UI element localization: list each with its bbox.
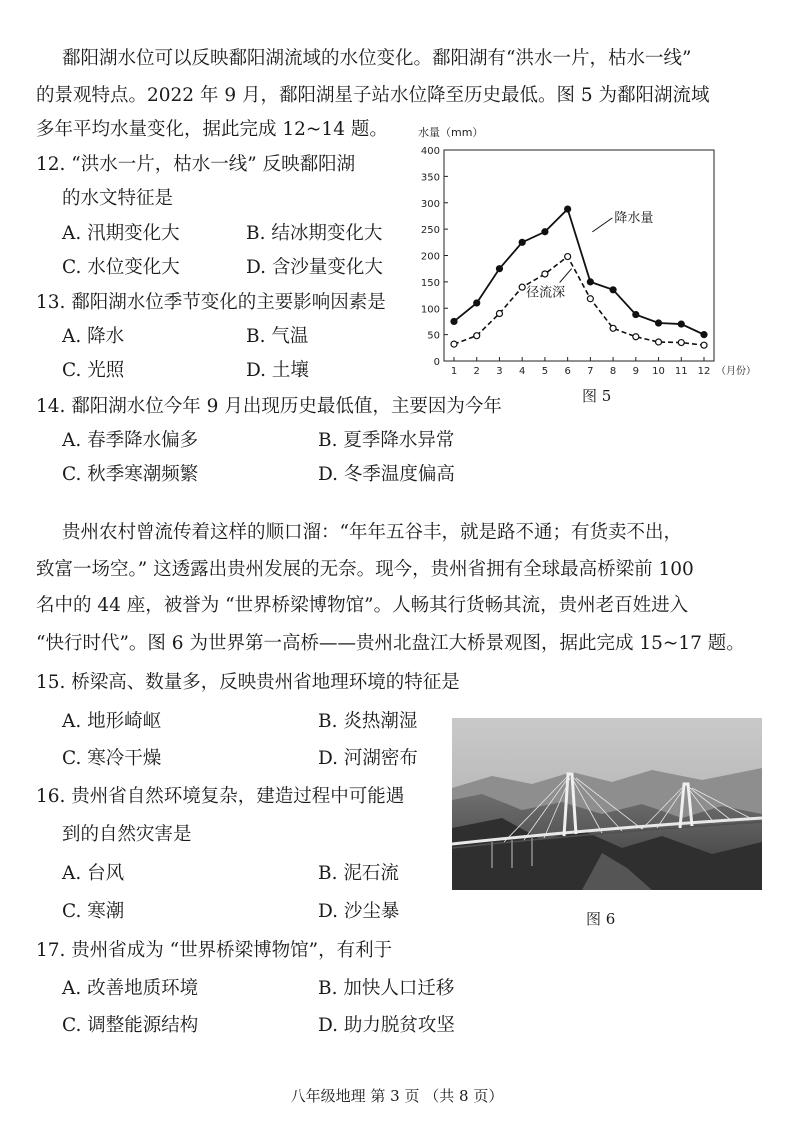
series-1-point	[701, 332, 707, 338]
y-tick-label: 200	[420, 251, 440, 263]
q12-stem-line1: 12. “洪水一片，枯水一线” 反映鄱阳湖	[36, 154, 356, 175]
intro1-line1: 鄱阳湖水位可以反映鄱阳湖流域的水位变化。鄱阳湖有“洪水一片，枯水一线”	[62, 48, 692, 69]
y-tick-label: 150	[420, 277, 440, 289]
q17-option-b: B. 加快人口迁移	[318, 978, 455, 999]
series-2-point	[496, 311, 502, 317]
x-tick-label: 11	[674, 366, 688, 377]
series-2-point	[474, 333, 480, 339]
x-tick-label: 12	[697, 366, 711, 377]
series-line-1	[454, 209, 704, 335]
q12-option-b: B. 结冰期变化大	[246, 223, 383, 244]
series-1-point	[678, 321, 684, 327]
series-2-point	[701, 342, 707, 348]
q15-option-d: D. 河湖密布	[318, 748, 418, 769]
series-2-point	[451, 341, 457, 347]
q15-option-b: B. 炎热潮湿	[318, 711, 418, 732]
series-2-point	[565, 254, 571, 260]
q17-stem: 17. 贵州省成为 “世界桥梁博物馆”，有利于	[36, 940, 393, 961]
series-2-point	[656, 339, 662, 345]
q13-option-d: D. 土壤	[246, 360, 309, 381]
q14-option-d: D. 冬季温度偏高	[318, 464, 455, 485]
series-2-point	[633, 334, 639, 340]
intro2-line1: 贵州农村曾流传着这样的顺口溜：“年年五谷丰，就是路不通；有货卖不出，	[62, 522, 682, 543]
x-tick-label: 9	[632, 366, 640, 377]
x-tick-label: 2	[473, 366, 480, 377]
q17-option-a: A. 改善地质环境	[62, 978, 199, 999]
x-tick-label: 1	[450, 366, 458, 377]
q14-option-b: B. 夏季降水异常	[318, 430, 455, 451]
series-1-point	[565, 206, 571, 212]
series-1-point	[519, 239, 525, 245]
q15-option-c: C. 寒冷干燥	[62, 748, 162, 769]
series-1-point	[610, 287, 616, 293]
series-1-point	[633, 312, 639, 318]
x-tick-label: 4	[518, 366, 526, 377]
series-2-leader	[560, 269, 572, 283]
q12-option-c: C. 水位变化大	[62, 257, 180, 278]
figure-5-chart	[410, 118, 766, 390]
y-tick-label: 0	[433, 357, 440, 368]
intro2-line4: “快行时代”。图 6 为世界第一高桥——贵州北盘江大桥景观图，据此完成 15~17 题。	[36, 633, 745, 654]
y-tick-label: 350	[420, 172, 440, 184]
figure-6-bridge-photo	[452, 718, 762, 890]
q16-option-d: D. 沙尘暴	[318, 901, 400, 922]
x-tick-label: 8	[609, 366, 617, 377]
q15-option-a: A. 地形崎岖	[62, 711, 162, 732]
intro2-line2: 致富一场空。” 这透露出贵州发展的无奈。现今，贵州省拥有全球最高桥梁前 100	[36, 559, 694, 580]
q14-stem: 14. 鄱阳湖水位今年 9 月出现历史最低值，主要因为今年	[36, 396, 502, 417]
series-2-point	[542, 271, 548, 277]
x-tick-label: 3	[496, 366, 503, 377]
page-footer: 八年级地理 第 3 页 （共 8 页）	[290, 1087, 504, 1105]
series-1-leader	[592, 218, 612, 232]
series-2-point	[519, 284, 525, 290]
q14-option-a: A. 春季降水偏多	[62, 430, 199, 451]
series-2-point	[678, 340, 684, 346]
y-axis-label: 水量（mm）	[418, 126, 484, 139]
intro1-line3: 多年平均水量变化，据此完成 12~14 题。	[36, 119, 388, 140]
q16-stem-line1: 16. 贵州省自然环境复杂，建造过程中可能遇	[36, 786, 405, 807]
series-1-point	[656, 320, 662, 326]
q17-option-c: C. 调整能源结构	[62, 1015, 199, 1036]
bridge-landscape-image	[452, 718, 762, 890]
q16-option-b: B. 泥石流	[318, 863, 399, 884]
series-1-point	[474, 300, 480, 306]
q16-option-a: A. 台风	[62, 863, 125, 884]
q17-option-d: D. 助力脱贫攻坚	[318, 1015, 455, 1036]
q14-option-c: C. 秋季寒潮频繁	[62, 464, 199, 485]
series-2-point	[610, 325, 616, 331]
q16-option-c: C. 寒潮	[62, 901, 125, 922]
series-1-point	[496, 266, 502, 272]
x-tick-label: 10	[652, 366, 665, 377]
y-tick-label: 100	[420, 304, 440, 316]
series-1-point	[542, 229, 548, 235]
x-tick-label: 6	[564, 366, 571, 377]
figure-5-caption: 图 5	[582, 387, 612, 405]
q12-stem-line2: 的水文特征是	[62, 188, 174, 209]
plot-frame	[444, 150, 714, 361]
y-tick-label: 50	[427, 330, 440, 342]
q13-option-a: A. 降水	[62, 326, 125, 347]
series-1-point	[451, 318, 457, 324]
series-2-label: 径流深	[526, 285, 566, 301]
intro2-line3: 名中的 44 座，被誉为 “世界桥梁博物馆”。人畅其行货畅其流，贵州老百姓进入	[36, 595, 689, 616]
intro1-line2: 的景观特点。2022 年 9 月，鄱阳湖星子站水位降至历史最低。图 5 为鄱阳湖流域	[36, 85, 710, 106]
series-1-label: 降水量	[614, 210, 654, 226]
series-2-point	[587, 296, 593, 302]
series-1-point	[587, 279, 593, 285]
q15-stem: 15. 桥梁高、数量多，反映贵州省地理环境的特征是	[36, 672, 460, 693]
x-tick-label: 5	[541, 366, 549, 377]
q13-stem: 13. 鄱阳湖水位季节变化的主要影响因素是	[36, 292, 386, 313]
figure-6-caption: 图 6	[586, 910, 616, 928]
q12-option-a: A. 汛期变化大	[62, 223, 180, 244]
series-line-2	[454, 257, 704, 346]
y-tick-label: 300	[420, 198, 440, 210]
q13-option-c: C. 光照	[62, 360, 125, 381]
precipitation-runoff-chart	[410, 118, 766, 390]
q13-option-b: B. 气温	[246, 326, 309, 347]
x-axis-label: （月份）	[716, 366, 756, 377]
q16-stem-line2: 到的自然灾害是	[62, 824, 192, 845]
y-tick-label: 400	[420, 146, 440, 157]
y-tick-label: 250	[420, 225, 440, 237]
q12-option-d: D. 含沙量变化大	[246, 257, 383, 278]
x-tick-label: 7	[587, 366, 594, 377]
